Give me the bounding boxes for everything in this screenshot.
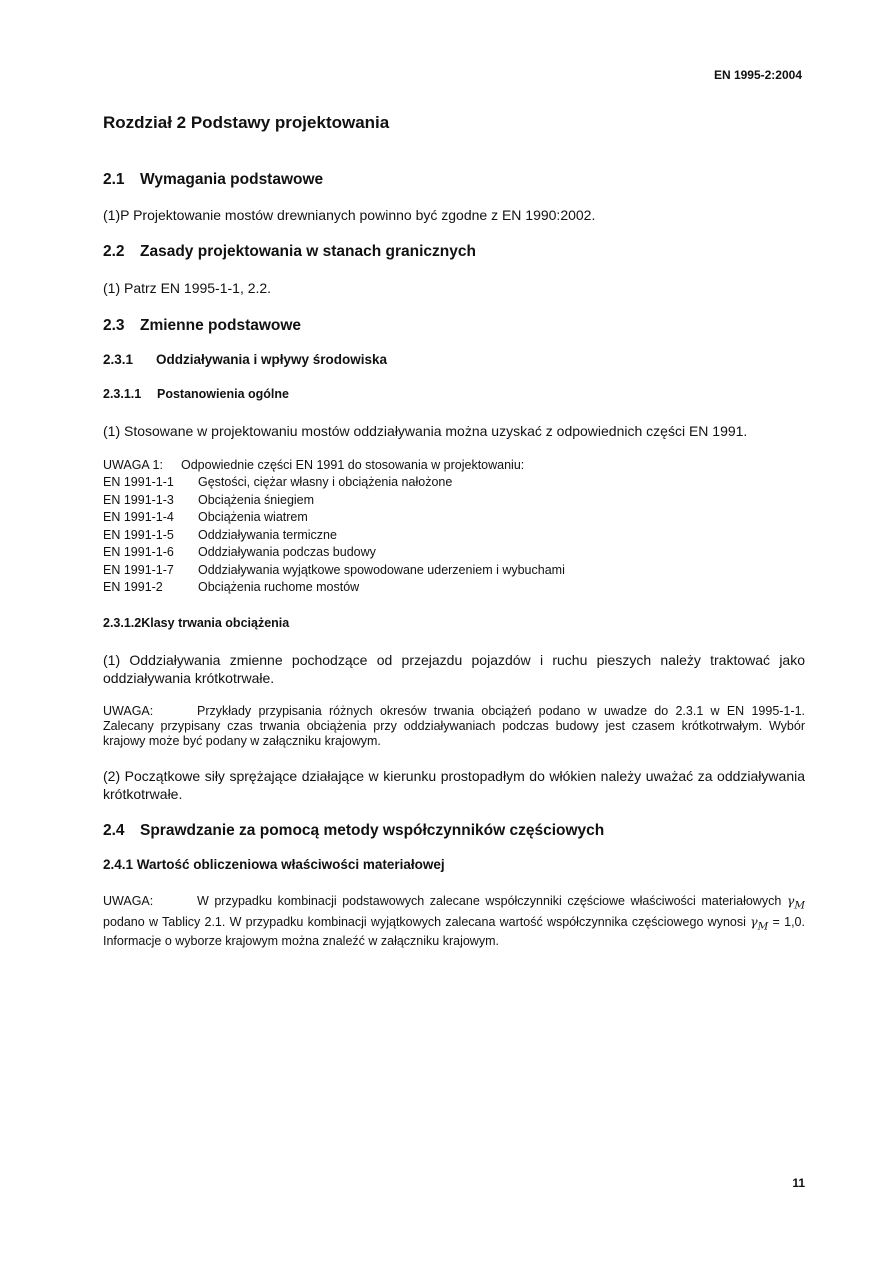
list-item (103, 544, 565, 562)
section-2-3-1-2-paragraph-1: (1) Oddziaływania zmienne pochodzące od przejazdu pojazdów i ruchu pieszych należy traktować jako oddziaływania krótkotrwałe. (103, 652, 805, 686)
section-number: 2.3.1 (103, 352, 134, 367)
section-number: 2.4 (103, 822, 125, 839)
list-item (103, 527, 565, 545)
section-2-3-heading (103, 317, 301, 335)
section-title: Oddziaływania i wpływy środowiska (156, 352, 388, 367)
standard-description: Gęstości, ciężar własny i obciążenia nałożone (198, 475, 453, 489)
section-title: Klasy trwania obciążenia (141, 616, 290, 630)
gamma-subscript: M (757, 920, 769, 932)
note-duration (103, 704, 805, 749)
section-2-3-1-1-heading (103, 387, 289, 401)
section-2-2-paragraph: (1) Patrz EN 1995-1-1, 2.2. (103, 280, 272, 296)
section-number: 2.3.1.1 (103, 387, 142, 401)
standard-code: EN 1991-1-6 (103, 545, 174, 559)
gamma-symbol: γ (786, 893, 795, 908)
section-title: Sprawdzanie za pomocą metody współczynników częściowych (140, 822, 605, 839)
section-number: 2.2 (103, 243, 125, 260)
section-2-4-heading (103, 822, 604, 840)
note-text-part-3: = 1,0. Informacje o wyborze krajowym można znaleźć w załączniku krajowym. (103, 914, 805, 948)
standards-list (103, 474, 565, 597)
standard-description: Oddziaływania wyjątkowe spowodowane uderzeniem i wybuchami (198, 562, 565, 577)
gamma-symbol: γ (750, 913, 758, 929)
standard-code: EN 1991-1-4 (103, 510, 174, 524)
section-number: 2.1 (103, 171, 125, 188)
chapter-title: Rozdział 2 Podstawy projektowania (103, 113, 390, 132)
standard-code: EN 1991-2 (103, 580, 163, 594)
standard-code: EN 1991-1-3 (103, 492, 174, 507)
section-2-1-paragraph: (1)P Projektowanie mostów drewnianych powinno być zgodne z EN 1990:2002. (103, 207, 596, 223)
note-text-part-1: W przypadku kombinacji podstawowych zalecane współczynniki częściowe właściwości materiałowych (197, 894, 782, 908)
section-2-3-1-2-paragraph-2: (2) Początkowe siły sprężające działające w kierunku prostopadłym do włókien należy uważać za oddziaływania krótkotrwałe. (103, 768, 805, 802)
standard-description: Obciążenia ruchome mostów (198, 580, 360, 594)
standard-code: EN 1991-1-1 (103, 475, 174, 489)
section-title: Zasady projektowania w stanach granicznych (140, 243, 476, 260)
section-title: Wartość obliczeniowa właściwości materiałowej (136, 857, 445, 872)
section-number: 2.3 (103, 317, 125, 334)
page-number: 11 (792, 1176, 805, 1190)
section-title: Postanowienia ogólne (157, 387, 289, 401)
standard-description: Oddziaływania podczas budowy (198, 545, 376, 559)
list-item (103, 474, 565, 492)
section-title: Wymagania podstawowe (140, 171, 324, 188)
gamma-subscript: M (794, 899, 805, 912)
note-text-part-2: podano w Tablicy 2.1. W przypadku kombinacji wyjątkowych zalecana wartość współczynnika częściowego wynosi (103, 914, 746, 929)
note-1 (103, 458, 805, 473)
standard-description: Obciążenia wiatrem (198, 510, 308, 524)
standard-description: Oddziaływania termiczne (198, 527, 337, 542)
standard-code: EN 1991-1-5 (103, 527, 174, 542)
list-item (103, 579, 565, 597)
section-number: 2.4.1 (103, 857, 134, 872)
list-item (103, 492, 565, 510)
list-item (103, 509, 565, 527)
note-label: UWAGA 1: (103, 458, 163, 472)
document-code: EN 1995-2:2004 (713, 68, 802, 82)
section-2-1-heading (103, 171, 323, 189)
section-title: Zmienne podstawowe (140, 317, 302, 334)
note-label: UWAGA: (103, 894, 154, 908)
section-2-3-1-1-paragraph: (1) Stosowane w projektowaniu mostów oddziaływania można uzyskać z odpowiednich części EN 1991. (103, 423, 748, 439)
section-number: 2.3.1.2 (103, 616, 142, 630)
section-2-2-heading (103, 243, 476, 261)
list-item (103, 562, 565, 580)
note-text: Odpowiednie części EN 1991 do stosowania w projektowaniu: (181, 458, 525, 472)
note-material (103, 893, 805, 949)
note-text: Przykłady przypisania różnych okresów trwania obciążeń podano w uwadze do 2.3.1 w EN 1995-1-1. Zalecany przypisany czas trwania obciążenia przy oddziaływaniach podczas budowy jest czasem krótkotrwałym. Wybór krajowy może być podany w załączniku krajowym. (103, 704, 805, 748)
standard-code: EN 1991-1-7 (103, 562, 174, 577)
section-2-4-1-heading (103, 857, 445, 872)
section-2-3-1-heading (103, 352, 387, 367)
standard-description: Obciążenia śniegiem (198, 492, 315, 507)
note-label: UWAGA: (103, 704, 154, 718)
section-2-3-1-2-heading (103, 616, 289, 630)
